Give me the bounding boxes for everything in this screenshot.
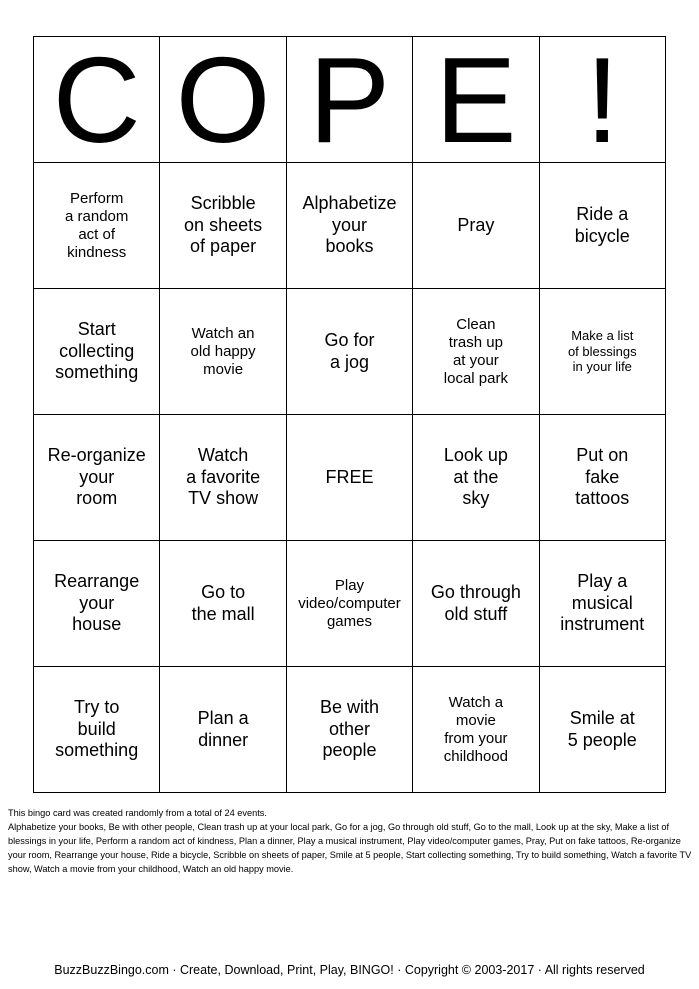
cell-text: Watch an old happy movie: [190, 324, 256, 378]
card-cell: [539, 415, 665, 541]
cell-text: Watch a movie from your childhood: [443, 693, 508, 765]
cell-text: Perform a random act of kindness: [65, 189, 129, 261]
cell-text: Re-organize your room: [47, 445, 146, 509]
cell-text: Play video/computer games: [298, 576, 401, 630]
footer-copyright: BuzzBuzzBingo.com · Create, Download, Print, Play, BINGO! · Copyright © 2003-2017 · All rights reserved: [54, 963, 645, 977]
card-row: [34, 163, 666, 289]
cell-text: Rearrange your house: [54, 571, 140, 635]
card-cell: [160, 667, 286, 793]
card-cell: [286, 541, 412, 667]
cell-text: Make a list of blessings in your life: [567, 328, 637, 375]
card-cell: [160, 289, 286, 415]
card-cell: [413, 541, 539, 667]
card-cell: [413, 163, 539, 289]
free-space: [286, 415, 412, 541]
card-cell: [34, 163, 160, 289]
cell-text: Plan a dinner: [197, 707, 249, 750]
card-row: [34, 541, 666, 667]
card-cell: [539, 163, 665, 289]
card-row: [34, 667, 666, 793]
cell-text: Clean trash up at your local park: [443, 315, 508, 387]
header-letter-c: C: [34, 37, 160, 163]
card-row: [34, 289, 666, 415]
cell-text: Alphabetize your books: [302, 193, 397, 257]
card-cell: [413, 667, 539, 793]
cell-text: Ride a bicycle: [574, 203, 630, 246]
card-cell: [539, 667, 665, 793]
cell-text: Go to the mall: [191, 581, 255, 624]
cell-text: Try to build something: [55, 697, 139, 761]
card-cell: [413, 415, 539, 541]
card-cell: [34, 667, 160, 793]
cell-text: Be with other people: [319, 697, 379, 761]
card-cell: [160, 541, 286, 667]
card-cell: [539, 541, 665, 667]
card-row: [34, 415, 666, 541]
header-exclamation: !: [539, 37, 665, 163]
cell-text: Play a musical instrument: [560, 571, 645, 635]
header-letter-e: E: [413, 37, 539, 163]
notes-intro: This bingo card was created randomly from a total of 24 events.: [8, 808, 267, 818]
cell-text: Look up at the sky: [443, 445, 508, 509]
cell-text: Start collecting something: [55, 319, 139, 383]
card-cell: [34, 415, 160, 541]
card-cell: [34, 541, 160, 667]
card-cell: [160, 163, 286, 289]
cell-text: Put on fake tattoos: [575, 445, 630, 509]
notes-event-list: Alphabetize your books, Be with other people, Clean trash up at your local park, Go for a jog, Go through old stuff, Go to the mall, Look up at the sky, Make a list of blessings in your life, Perform a random act of kindness, Plan a dinner, Play a musical instrument, Play video/computer games, Pray, Put on fake tattoos, Re-organize your room, Rearrange your house, Ride a bicycle, Scribble on sheets of paper, Smile at 5 people, Start collecting something, Try to build something, Watch a favorite TV show, Watch a movie from your childhood, Watch an old happy movie.: [8, 822, 692, 874]
cell-text: FREE: [325, 466, 374, 487]
card-cell: [413, 289, 539, 415]
cell-text: Scribble on sheets of paper: [184, 193, 263, 257]
header-row: [34, 37, 666, 163]
cell-text: Go through old stuff: [430, 581, 521, 624]
cell-text: Pray: [457, 214, 495, 235]
event-notes: [8, 806, 692, 876]
cell-text: Go for a jog: [324, 329, 375, 372]
cell-text: Smile at 5 people: [567, 707, 637, 750]
card-cell: [286, 667, 412, 793]
card-cell: [286, 289, 412, 415]
cell-text: Watch a favorite TV show: [186, 445, 261, 509]
card-cell: [539, 289, 665, 415]
bingo-card: [33, 31, 666, 793]
header-letter-p: P: [286, 37, 412, 163]
card-cell: [286, 163, 412, 289]
header-letter-o: O: [160, 37, 286, 163]
card-cell: [160, 415, 286, 541]
card-cell: [34, 289, 160, 415]
